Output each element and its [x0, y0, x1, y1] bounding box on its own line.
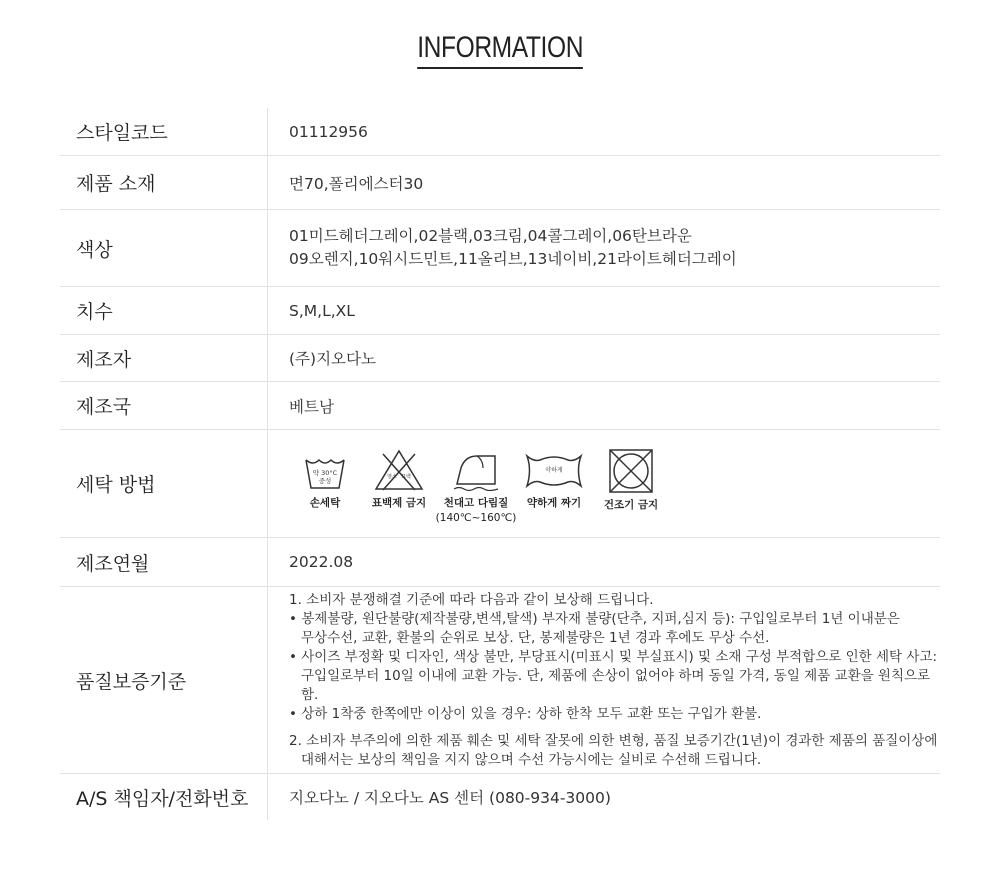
dryer-caption: 건조기 금지: [603, 499, 659, 511]
page-title: INFORMATION: [417, 30, 583, 69]
as-value: 지오다노 / 지오다노 AS 센터 (080-934-3000): [289, 789, 611, 807]
quality-line-2: • 봉제불량, 원단불량(제작불량,변색,탈색) 부자재 불량(단추, 지퍼,심지 등): 구입일로부터 1년 이내분은: [289, 610, 900, 627]
row-wash: [60, 430, 940, 538]
style-code-label: 스타일코드: [60, 108, 268, 155]
as-label: A/S 책임자/전화번호: [60, 774, 268, 820]
color-label: 색상: [60, 210, 268, 286]
quality-line-8: 대해서는 보상의 책임을 지지 않으며 수선 가능시에는 실비로 수선해 드립니다.: [301, 751, 762, 768]
wash-value: [268, 430, 940, 537]
iron-temp-caption: (140℃~160℃): [435, 512, 517, 524]
style-code-value: 01112956: [289, 122, 368, 141]
quality-line-1: 1. 소비자 분쟁해결 기준에 따라 다음과 같이 보상해 드립니다.: [289, 591, 654, 608]
row-size: [60, 287, 940, 335]
quality-line-6: • 상하 1착중 한쪽에만 이상이 있을 경우: 상하 한착 모두 교환 또는 구입가 환불.: [289, 705, 762, 722]
color-line-2: 09오렌지,10워시드민트,11올리브,13네이비,21라이트헤더그레이: [289, 250, 737, 268]
size-value: S,M,L,XL: [289, 301, 355, 320]
wash-item-hand: [289, 448, 361, 511]
wring-caption: 약하게 짜기: [526, 497, 582, 509]
hand-wash-icon: [303, 448, 347, 492]
date-label: 제조연월: [60, 538, 268, 586]
quality-value: [268, 587, 940, 773]
color-value: [268, 210, 940, 286]
row-material: [60, 156, 940, 210]
bleach-label: 표백: [401, 474, 411, 480]
iron-icon: [451, 448, 501, 492]
row-date: [60, 538, 940, 587]
country-label: 제조국: [60, 382, 268, 429]
row-quality: [60, 587, 940, 774]
maker-value: (주)지오다노: [289, 350, 376, 368]
quality-line-5: 구입일로부터 10일 이내에 교환 가능. 단, 제품에 손상이 없어야 하며 동일 가격, 동일 제품 교환을 원칙으로 함.: [301, 667, 931, 703]
wash-item-dryer: [593, 448, 669, 513]
iron-caption: 천대고 다림질: [443, 497, 509, 509]
info-table: [60, 108, 940, 820]
wash-item-bleach: [363, 448, 435, 511]
wash-item-wring: [517, 448, 591, 511]
quality-line-3: 무상수선, 교환, 환불의 순위로 보상. 단, 봉제불량은 1년 경과 후에도 무상 수선.: [301, 629, 770, 646]
hand-wash-temp: 약 30°C: [312, 469, 338, 477]
quality-line-7: 2. 소비자 부주의에 의한 제품 훼손 및 세탁 잘못에 의한 변형, 품질 보증기간(1년)이 경과한 제품의 품질이상에: [289, 732, 938, 749]
no-bleach-icon: [373, 448, 425, 492]
wash-item-iron: [437, 448, 515, 525]
row-country: [60, 382, 940, 430]
material-label: 제품 소재: [60, 156, 268, 209]
quality-line-4: • 사이즈 부정확 및 디자인, 색상 불만, 부당표시(미표시 및 부실표시) 및 소재 구성 부적합으로 인한 세탁 사고:: [289, 648, 938, 665]
no-tumble-dry-icon: [608, 448, 654, 494]
size-label: 치수: [60, 287, 268, 334]
wash-icons: [289, 442, 671, 525]
color-line-1: 01미드헤더그레이,02블랙,03크림,04콜그레이,06탄브라운: [289, 227, 692, 245]
material-value: 면70,폴리에스터30: [289, 174, 424, 193]
wring-inner: 약하게: [545, 467, 563, 474]
row-style-code: [60, 108, 940, 156]
hand-wash-detergent: 중성: [318, 477, 332, 485]
country-value: 베트남: [289, 397, 334, 416]
maker-label: 제조자: [60, 335, 268, 381]
quality-label: 품질보증기준: [60, 587, 268, 773]
bleach-caption: 표백제 금지: [371, 497, 427, 509]
row-color: [60, 210, 940, 287]
row-maker: [60, 335, 940, 382]
title-section: [0, 0, 1000, 80]
row-as: [60, 774, 940, 820]
hand-wash-caption: 손세탁: [309, 497, 341, 509]
date-value: 2022.08: [289, 553, 354, 571]
bleach-chlorine: 염소: [387, 474, 397, 480]
gentle-wring-icon: [524, 448, 584, 492]
wash-label: 세탁 방법: [60, 430, 268, 537]
